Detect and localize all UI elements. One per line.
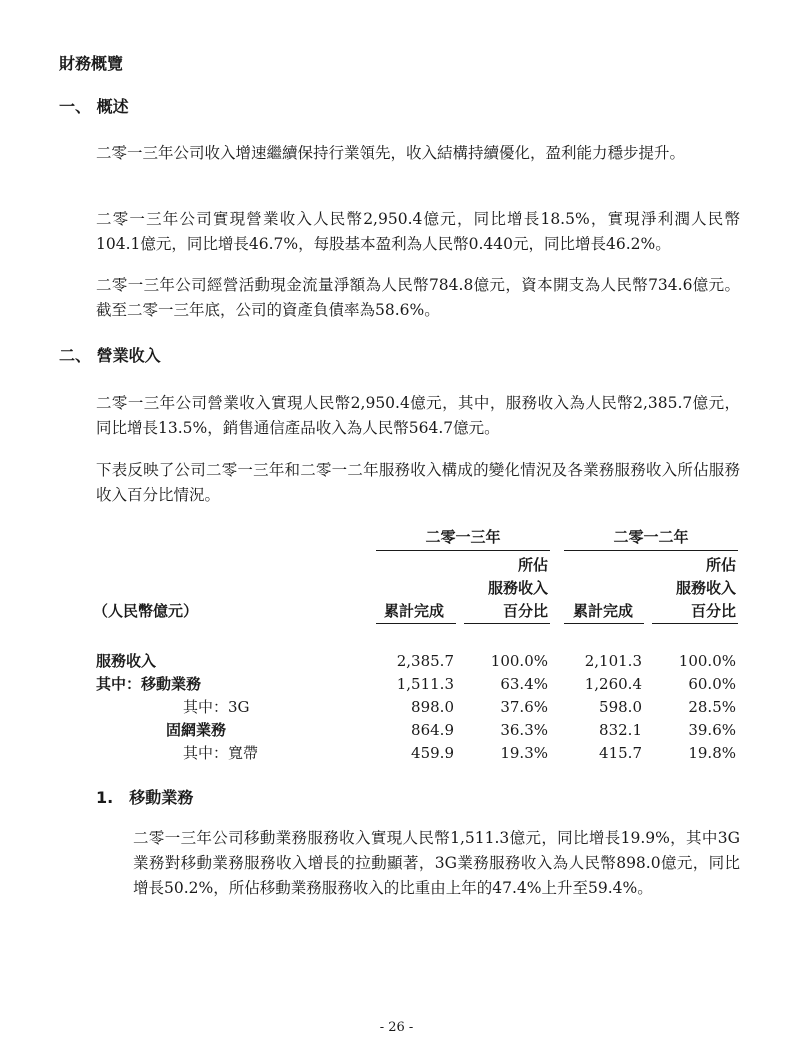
- paragraph-cash-flow: 二零一三年公司經營活動現金流量淨額為人民幣784.8億元，資本開支為人民幣734.6億元。截至二零一三年底，公司的資產負債率為58.6%。: [96, 276, 740, 319]
- paragraph-revenue-growth: 二零一三年公司收入增速繼續保持行業領先，收入結構持續優化，盈利能力穩步提升。: [96, 144, 686, 162]
- table-col-share-2012-line2: 服務收入: [675, 579, 736, 597]
- cell-value-2013: 459.9: [411, 744, 454, 762]
- section-heading-revenue: 二、 營業收入: [59, 346, 161, 365]
- cell-share-2013: 63.4%: [500, 675, 548, 693]
- table-col-share-2013-line1: 所佔: [517, 556, 548, 574]
- cell-share-2013: 37.6%: [500, 698, 548, 716]
- table-rule-cumulative-2013: [376, 623, 456, 624]
- cell-share-2012: 28.5%: [688, 698, 736, 716]
- paragraph-table-intro: 下表反映了公司二零一三年和二零一二年服務收入構成的變化情況及各業務服務收入所佔服務收入百分比情況。: [96, 461, 740, 504]
- table-rule-year-2012: [564, 550, 738, 551]
- subsection-heading-mobile: 1. 移動業務: [96, 788, 194, 807]
- table-year-2012: 二零一二年: [613, 528, 689, 546]
- cell-share-2013: 100.0%: [490, 652, 548, 670]
- cell-value-2012: 598.0: [599, 698, 642, 716]
- table-rule-cumulative-2012: [564, 623, 644, 624]
- row-label-broadband: 其中：寬帶: [183, 744, 259, 762]
- cell-value-2012: 415.7: [599, 744, 642, 762]
- page-title: 財務概覽: [59, 54, 124, 73]
- cell-value-2012: 1,260.4: [584, 675, 642, 693]
- table-col-share-2013-line3: 百分比: [502, 602, 548, 620]
- paragraph-mobile-revenue: 二零一三年公司移動業務服務收入實現人民幣1,511.3億元，同比增長19.9%，其中3G業務對移動業務服務收入增長的拉動顯著，3G業務服務收入為人民幣898.0億元，同比增長50.2%，所佔移動業務服務收入的比重由上年的47.4%上升至59.4%。: [133, 829, 740, 897]
- paragraph-service-revenue: 二零一三年公司營業收入實現人民幣2,950.4億元，其中，服務收入為人民幣2,385.7億元，同比增長13.5%，銷售通信產品收入為人民幣564.7億元。: [96, 394, 740, 437]
- table-rule-share-2012: [652, 623, 738, 624]
- table-col-share-2012-line3: 百分比: [690, 602, 736, 620]
- table-unit-label: （人民幣億元）: [93, 602, 199, 620]
- cell-share-2012: 19.8%: [688, 744, 736, 762]
- cell-value-2013: 2,385.7: [396, 652, 454, 670]
- row-label-mobile: 其中：移動業務: [96, 675, 202, 693]
- table-rule-year-2013: [376, 550, 550, 551]
- cell-value-2012: 2,101.3: [584, 652, 642, 670]
- table-rule-share-2013: [464, 623, 550, 624]
- table-col-cumulative-2013: 累計完成: [384, 602, 445, 620]
- table-year-2013: 二零一三年: [425, 528, 501, 546]
- table-col-share-2012-line1: 所佔: [705, 556, 736, 574]
- row-label-service-revenue: 服務收入: [96, 652, 157, 670]
- cell-share-2013: 19.3%: [500, 744, 548, 762]
- page-number: - 26 -: [379, 1020, 414, 1035]
- table-col-share-2013-line2: 服務收入: [487, 579, 548, 597]
- cell-share-2012: 100.0%: [678, 652, 736, 670]
- cell-value-2013: 864.9: [411, 721, 454, 739]
- table-col-cumulative-2012: 累計完成: [573, 602, 634, 620]
- cell-share-2012: 60.0%: [688, 675, 736, 693]
- cell-value-2013: 1,511.3: [396, 675, 454, 693]
- row-label-fixed-line: 固網業務: [166, 721, 227, 739]
- row-label-3g: 其中：3G: [183, 698, 250, 716]
- cell-value-2013: 898.0: [411, 698, 454, 716]
- cell-share-2012: 39.6%: [688, 721, 736, 739]
- cell-value-2012: 832.1: [599, 721, 642, 739]
- cell-share-2013: 36.3%: [500, 721, 548, 739]
- paragraph-operating-revenue: 二零一三年公司實現營業收入人民幣2,950.4億元，同比增長18.5%，實現淨利潤人民幣104.1億元，同比增長46.7%，每股基本盈利為人民幣0.440元，同比增長46.2%。: [96, 210, 740, 253]
- section-heading-overview: 一、 概述: [59, 97, 129, 116]
